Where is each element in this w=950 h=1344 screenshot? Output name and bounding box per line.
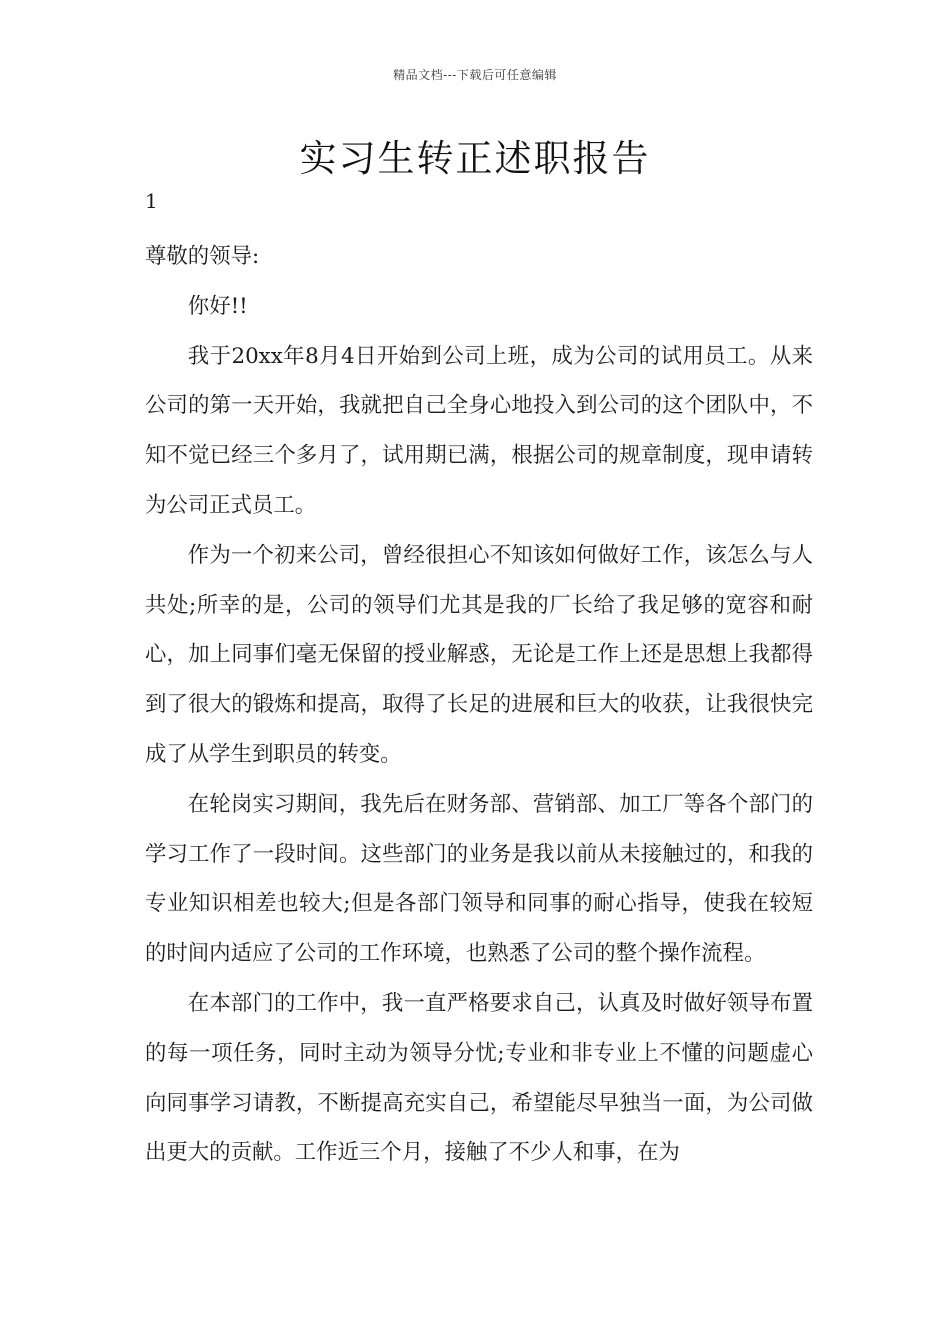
paragraph-2: 作为一个初来公司，曾经很担心不知该如何做好工作，该怎么与人共处;所幸的是，公司的领导们尤其是我的厂长给了我足够的宽容和耐心，加上同事们毫无保留的授业解惑，无论是工作上还是思想上我都得到了很大的锻炼和提高，取得了长足的进展和巨大的收获，让我很快完成了从学生到职员的转变。: [145, 542, 813, 767]
page-number: 1: [145, 189, 158, 213]
paragraph-3: 在轮岗实习期间，我先后在财务部、营销部、加工厂等各个部门的学习工作了一段时间。这些部门的业务是我以前从未接触过的，和我的专业知识相差也较大;但是各部门领导和同事的耐心指导，使我在较短的时间内适应了公司的工作环境，也熟悉了公司的整个操作流程。: [145, 791, 813, 967]
salutation: 尊敬的领导:: [145, 244, 260, 269]
paragraph-greeting: 你好!!: [187, 293, 248, 319]
paragraph-1: 我于20xx年8月4日开始到公司上班，成为公司的试用员工。从来公司的第一天开始，我就把自己全身心地投入到公司的这个团队中，不知不觉已经三个多月了，试用期已满，根据公司的规章制度，现申请转为公司正式员工。: [145, 343, 813, 518]
document-body: [145, 232, 813, 1178]
document-title: 实习生转正述职报告: [299, 137, 651, 180]
paragraph-4: 在本部门的工作中，我一直严格要求自己，认真及时做好领导布置的每一项任务，同时主动为领导分忧;专业和非专业上不懂的问题虚心向同事学习请教，不断提高充实自己，希望能尽早独当一面，为公司做出更大的贡献。工作近三个月，接触了不少人和事，在为: [145, 990, 813, 1166]
header-note: 精品文档---下载后可任意编辑: [393, 68, 557, 82]
